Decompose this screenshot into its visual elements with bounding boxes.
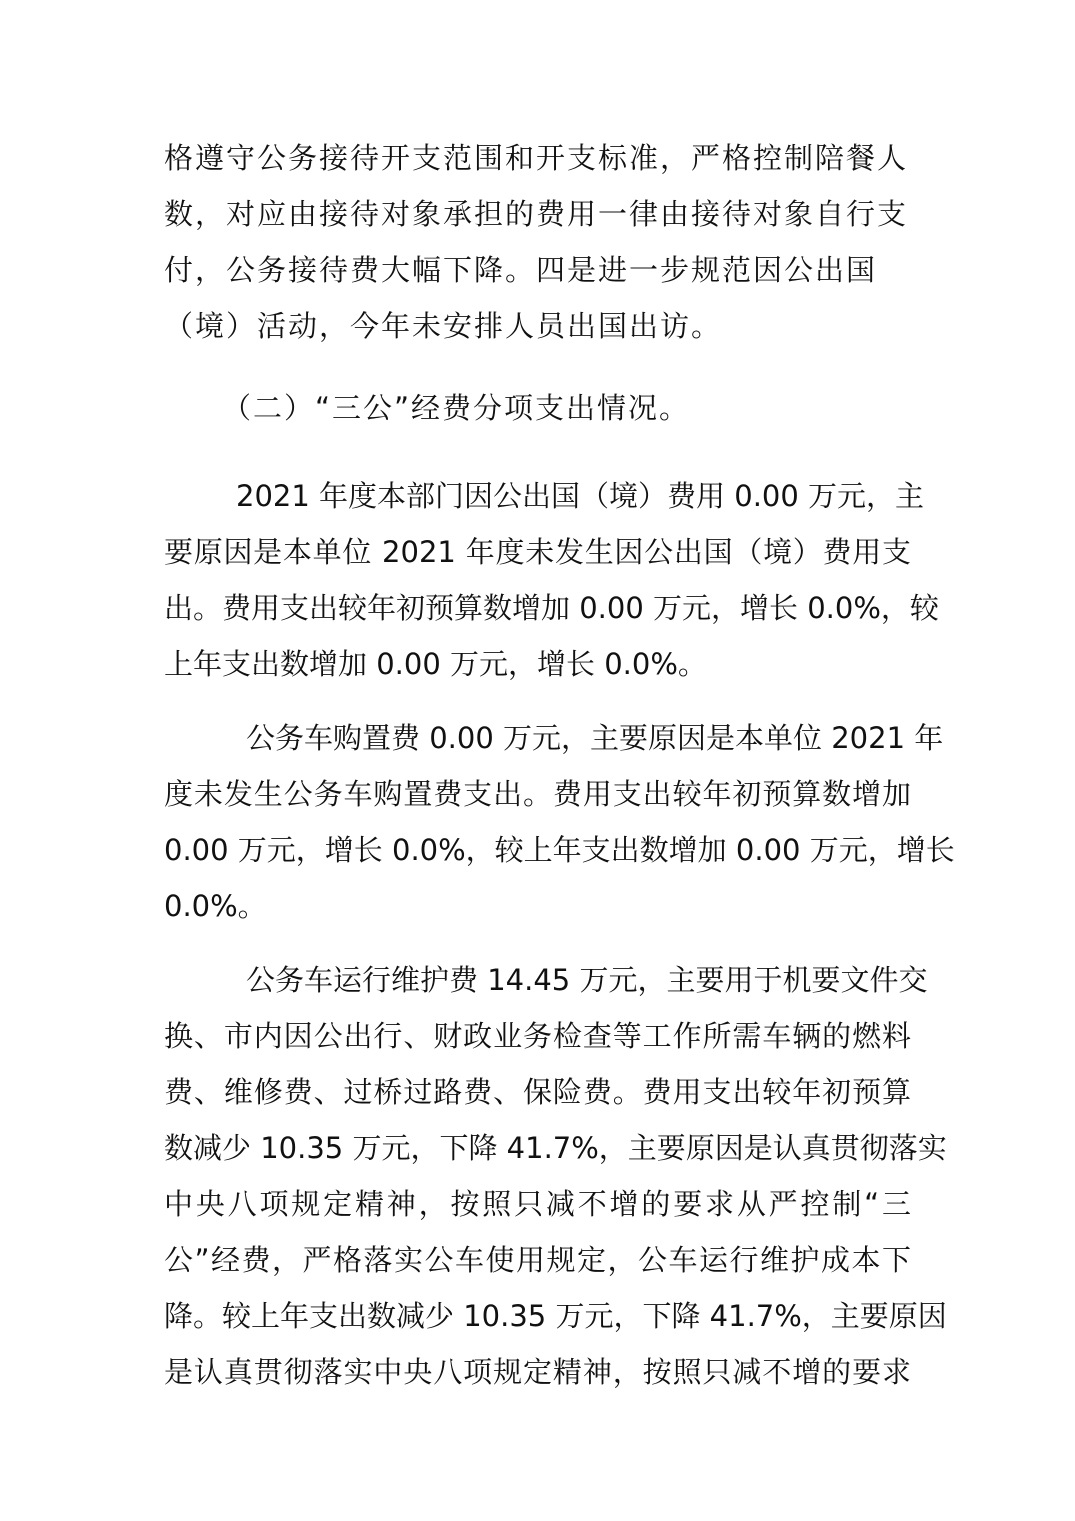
text-line: 公务车购置费 0.00 万元，主要原因是本单位 2021 年 (246, 721, 944, 755)
text-line: 数，对应由接待对象承担的费用一律由接待对象自行支 (164, 197, 909, 231)
text-line: 要原因是本单位 2021 年度未发生因公出国（境）费用支 (164, 535, 911, 569)
text-line: 换、市内因公出行、财政业务检查等工作所需车辆的燃料 (164, 1019, 911, 1053)
text-line: 2021 年度本部门因公出国（境）费用 0.00 万元，主 (236, 479, 925, 513)
text-line: 上年支出数增加 0.00 万元，增长 0.0%。 (164, 647, 707, 681)
text-line: 是认真贯彻落实中央八项规定精神，按照只减不增的要求 (164, 1355, 911, 1389)
text-line: 出。费用支出较年初预算数增加 0.00 万元，增长 0.0%，较 (164, 591, 939, 625)
text-line: 付，公务接待费大幅下降。四是进一步规范因公出国 (164, 253, 878, 287)
text-line: 格遵守公务接待开支范围和开支标准，严格控制陪餐人 (164, 141, 909, 175)
text-line: 度未发生公务车购置费支出。费用支出较年初预算数增加 (164, 777, 911, 811)
text-line: 0.00 万元，增长 0.0%，较上年支出数增加 0.00 万元，增长 (164, 833, 955, 867)
text-line: 费、维修费、过桥过路费、保险费。费用支出较年初预算 (164, 1075, 911, 1109)
text-line: 公务车运行维护费 14.45 万元，主要用于机要文件交 (246, 963, 928, 997)
text-line: 0.0%。 (164, 889, 267, 923)
text-line: 中央八项规定精神，按照只减不增的要求从严控制“三 (164, 1187, 911, 1221)
text-line: 降。较上年支出数减少 10.35 万元，下降 41.7%，主要原因 (164, 1299, 947, 1333)
text-line: 数减少 10.35 万元，下降 41.7%，主要原因是认真贯彻落实 (164, 1131, 947, 1165)
text-line: （境）活动，今年未安排人员出国出访。 (164, 309, 723, 343)
text-line: 公”经费，严格落实公车使用规定，公车运行维护成本下 (164, 1243, 911, 1277)
section-heading: （二）“三公”经费分项支出情况。 (222, 391, 691, 425)
